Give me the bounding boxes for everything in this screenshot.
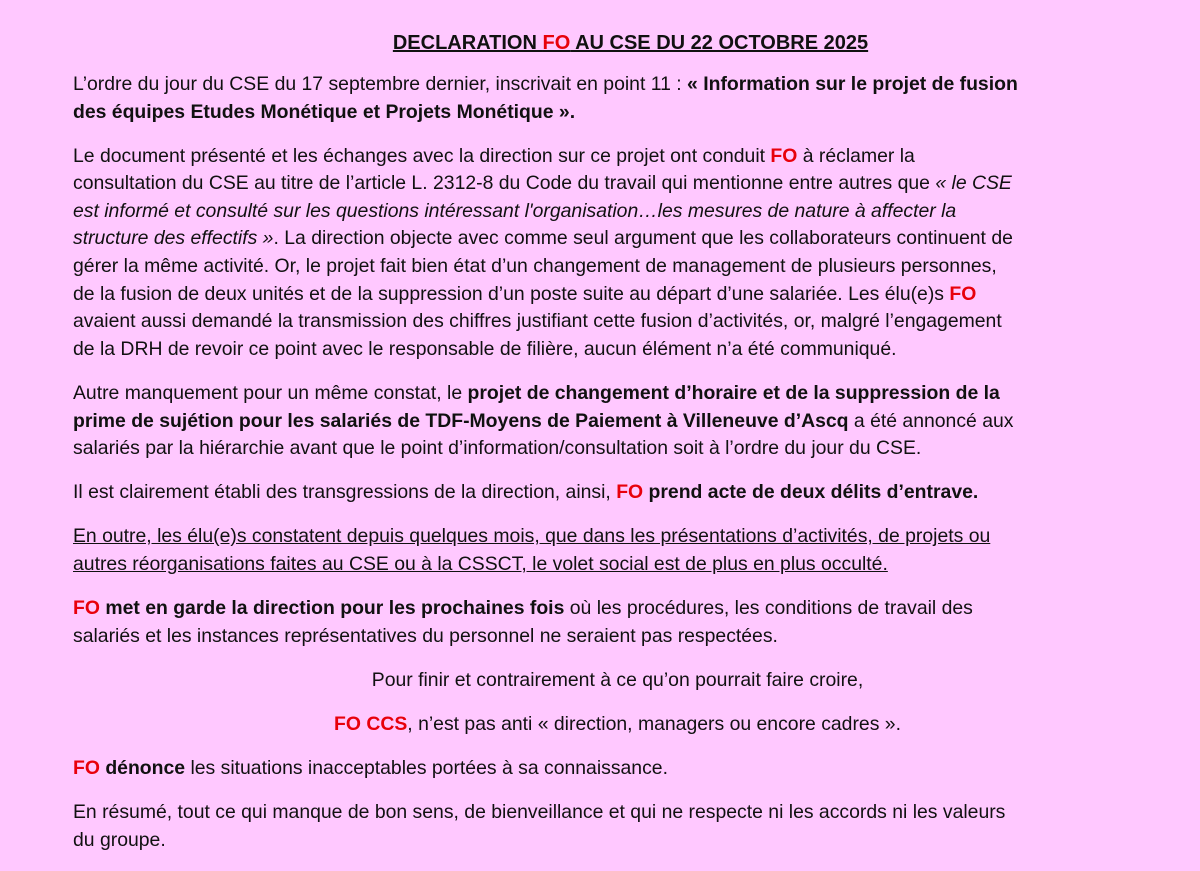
- text-line: [73, 595, 1188, 623]
- fo-highlight: FO CCS: [334, 712, 408, 735]
- text-line: [73, 253, 1188, 281]
- text-segment: avaient aussi demandé la transmission des chiffres justifiant cette fusion d’activités, or, malgré l’engagement: [73, 310, 1002, 333]
- text-segment: Autre manquement pour un même constat, le: [73, 381, 468, 404]
- text-line: [73, 308, 1188, 336]
- text-segment: AU CSE DU 22 OCTOBRE 2025: [570, 32, 869, 54]
- text-segment: En résumé, tout ce qui manque de bon sens, de bienveillance et qui ne respecte ni les accords ni les valeurs: [73, 800, 1006, 823]
- text-segment: les situations inacceptables portées à sa connaissance.: [185, 756, 668, 779]
- text-segment: autres réorganisations faites au CSE ou à la CSSCT, le volet social est de plus en plus occulté.: [73, 552, 888, 575]
- paragraph: [73, 523, 1188, 578]
- text-segment: prime de sujétion pour les salariés de TDF-Moyens de Paiement à Villeneuve d’Ascq: [73, 409, 849, 432]
- paragraph: [73, 799, 1188, 854]
- text-line: [73, 667, 1188, 695]
- fo-highlight: FO: [542, 32, 571, 54]
- paragraph: [73, 71, 1188, 126]
- paragraph: [73, 595, 1188, 650]
- paragraph: [73, 755, 1188, 783]
- paragraph: [73, 380, 1188, 463]
- text-segment: salariés et les instances représentatives du personnel ne seraient pas respectées.: [73, 624, 778, 647]
- text-line: [73, 755, 1188, 783]
- text-segment: consultation du CSE au titre de l’article L. 2312-8 du Code du travail qui mentionne entre autres que: [73, 172, 936, 195]
- text-segment: structure des effectifs »: [73, 227, 274, 250]
- text-segment: a été annoncé aux: [848, 409, 1014, 432]
- text-segment: où les procédures, les conditions de travail des: [564, 597, 973, 619]
- text-segment: , n’est pas anti « direction, managers ou encore cadres ».: [407, 712, 901, 735]
- text-segment: . La direction objecte avec comme seul argument que les collaborateurs continuent de: [273, 227, 1013, 250]
- text-line: [73, 99, 1188, 127]
- text-segment: « Information sur le projet de fusion: [687, 73, 1018, 95]
- paragraph: [73, 479, 1188, 507]
- text-segment: projet de changement d’horaire et de la suppression de la: [467, 381, 1000, 404]
- fo-highlight: FO: [616, 481, 644, 504]
- fo-highlight: FO: [73, 756, 100, 779]
- document-title: [73, 29, 1188, 57]
- paragraph: [73, 143, 1188, 364]
- text-line: [73, 143, 1188, 171]
- fo-highlight: FO: [949, 282, 977, 305]
- text-line: [73, 336, 1188, 364]
- text-segment: dénonce: [99, 756, 186, 779]
- text-segment: Le document présenté et les échanges avec la direction sur ce projet ont conduit: [73, 144, 771, 167]
- text-line: [73, 225, 1188, 253]
- text-line: [73, 408, 1188, 436]
- text-line: [73, 827, 1188, 855]
- text-line: [73, 523, 1188, 551]
- fo-highlight: FO: [770, 144, 798, 167]
- text-segment: est informé et consulté sur les questions intéressant l'organisation…les mesures de nature à affecter la: [73, 199, 957, 222]
- text-line: [73, 435, 1188, 463]
- text-segment: « le CSE: [935, 172, 1012, 195]
- text-segment: met en garde la direction pour les prochaines fois: [99, 597, 565, 619]
- text-segment: salariés par la hiérarchie avant que le point d’information/consultation soit à l’ordre du jour du CSE.: [73, 437, 922, 460]
- text-line: [73, 551, 1188, 579]
- text-segment: DECLARATION: [392, 32, 543, 54]
- declaration-document: [73, 29, 1188, 871]
- text-segment: du groupe.: [73, 828, 166, 851]
- text-line: [73, 380, 1188, 408]
- text-line: [73, 198, 1188, 226]
- paragraph: [73, 711, 1188, 739]
- text-segment: Il est clairement établi des transgressions de la direction, ainsi,: [73, 481, 617, 504]
- text-line: [73, 71, 1188, 99]
- text-line: [73, 623, 1188, 651]
- text-segment: Pour finir et contrairement à ce qu’on pourrait faire croire,: [371, 668, 864, 691]
- document-body: [73, 71, 1188, 854]
- text-segment: de la fusion de deux unités et de la suppression d’un poste suite au départ d’une salariée. Les élu(e)s: [73, 282, 950, 305]
- text-segment: L’ordre du jour du CSE du 17 septembre dernier, inscrivait en point 11 :: [73, 73, 688, 95]
- text-segment: à réclamer la: [797, 144, 915, 167]
- text-line: [73, 170, 1188, 198]
- text-segment: des équipes Etudes Monétique et Projets Monétique ».: [73, 100, 576, 123]
- text-segment: prend acte de deux délits d’entrave.: [643, 481, 979, 504]
- text-segment: En outre, les élu(e)s constatent depuis quelques mois, que dans les présentations d’activités, de projets ou: [73, 525, 991, 548]
- text-segment: de la DRH de revoir ce point avec le responsable de filière, aucun élément n’a été communiqué.: [73, 337, 897, 360]
- fo-highlight: FO: [73, 597, 100, 619]
- text-line: [73, 479, 1188, 507]
- text-line: [73, 711, 1188, 739]
- text-segment: gérer la même activité. Or, le projet fait bien état d’un changement de management de plusieurs personnes,: [73, 255, 997, 278]
- text-line: [73, 281, 1188, 309]
- paragraph: [73, 667, 1188, 695]
- text-line: [73, 799, 1188, 827]
